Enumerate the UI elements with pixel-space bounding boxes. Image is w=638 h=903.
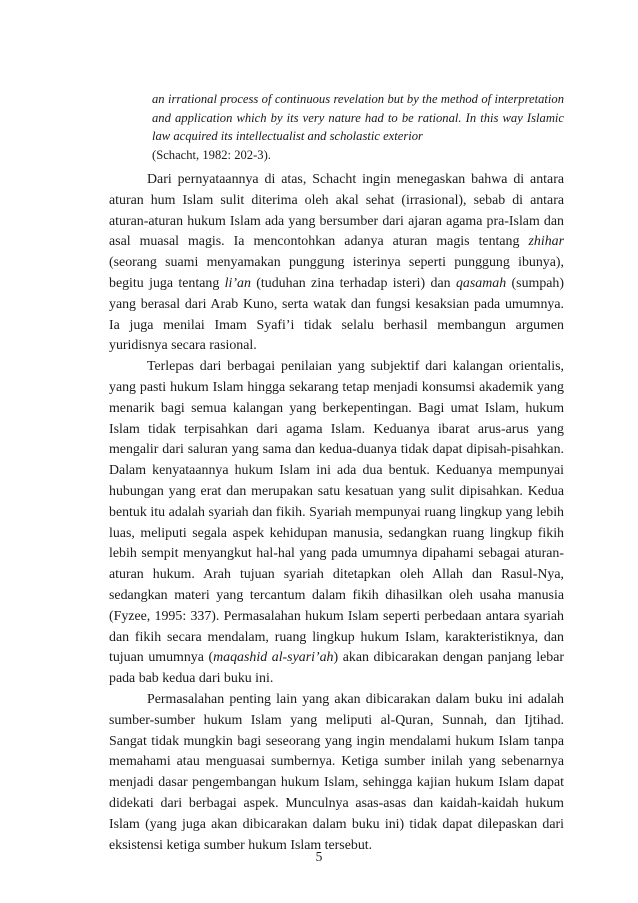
paragraph-text: (tuduhan zina terhadap isteri) dan — [250, 275, 456, 291]
quote-citation: (Schacht, 1982: 202-3). — [152, 147, 271, 162]
italic-term: qasamah — [455, 275, 507, 291]
quote-text: an irrational process of continuous revelation but by the method of interpretation and application which by its very nature had to be rational. In this way Islamic law acquired its intellectualist and scholastic exterior — [152, 92, 564, 143]
paragraph — [109, 690, 564, 856]
paragraph-text: ) akan dibicarakan dengan panjang lebar pada bab kedua dari buku ini. — [109, 650, 564, 687]
italic-term: maqashid al-syari’ah — [213, 650, 334, 666]
paragraph-text: (seorang suami menyamakan punggung isterinya seperti punggung ibunya), begitu juga tentang — [109, 255, 564, 291]
paragraph-text: Terlepas dari berbagai penilaian yang subjektif dari kalangan orientalis, yang pasti hukum Islam hingga sekarang tetap menjadi konsumsi akademik yang menarik bagi semua kalangan yang berkepentingan. Bagi umat Islam, hukum Islam tidak terpisahkan dari agama Islam. Keduanya ibarat arus-arus yang mengalir dari saluran yang sama dan kedua-duanya tidak dapat dipisah-pisahkan. Dalam kenyataannya hukum Islam ini ada dua bentuk. Keduanya mempunyai hubungan yang erat dan merupakan satu kesatuan yang sulit dipisahkan. Kedua bentuk itu adalah syariah dan fikih. Syariah mempunyai ruang lingkup yang lebih luas, meliputi segala aspek kehidupan manusia, sedangkan ruang lingkup fikih lebih sempit menyangkut hal-hal yang pada umumnya dipahami sebagai aturan-aturan hukum. Arah tujuan syariah ditetapkan oleh Allah dan Rasul-Nya, sedangkan materi yang tercantum dalam fikih dihasilkan oleh usaha manusia (Fyzee, 1995: 337). Permasalahan hukum Islam seperti perbedaan antara syariah dan fikih secara mendalam, ruang lingkup hukum Islam, karakteristiknya, dan tujuan umumnya ( — [109, 359, 564, 666]
paragraph — [109, 170, 564, 357]
paragraph-text: (sumpah) yang berasal dari Arab Kuno, serta watak dan fungsi kesaksian pada umumnya. Ia juga menilai Imam Syafi’i tidak selalu berhasil membangun argumen yuridisnya secara rasional. — [109, 275, 564, 354]
italic-term: li’an — [224, 275, 251, 291]
paragraph-text: Dari pernyataannya di atas, Schacht ingin menegaskan bahwa di antara aturan hum Islam sulit diterima oleh akal sehat (irrasional), sebab di antara aturan-aturan hukum Islam ada yang bersumber dari ajaran agama pra-Islam dan asal muasal magis. Ia mencontohkan adanya aturan magis tentang — [109, 172, 564, 250]
block-quote — [152, 90, 564, 164]
paragraph-text: Permasalahan penting lain yang akan dibicarakan dalam buku ini adalah sumber-sumber hukum Islam yang meliputi al-Quran, Sunnah, dan Ijtihad. Sangat tidak mungkin bagi seseorang yang ingin mendalami hukum Islam tanpa memahami atau menguasai sumbernya. Ketiga sumber inilah yang sebenarnya menjadi dasar pengembangan hukum Islam, sehingga kajian hukum Islam dapat didekati dari berbagai aspek. Munculnya asas-asas dan kaidah-kaidah hukum Islam (yang juga akan dibicarakan dalam buku ini) tidak dapat dilepaskan dari eksistensi ketiga sumber hukum Islam tersebut. — [109, 691, 564, 853]
body-text — [109, 170, 564, 856]
paragraph — [109, 357, 564, 690]
page-number: 5 — [315, 849, 323, 864]
italic-term: zhihar — [528, 234, 564, 250]
